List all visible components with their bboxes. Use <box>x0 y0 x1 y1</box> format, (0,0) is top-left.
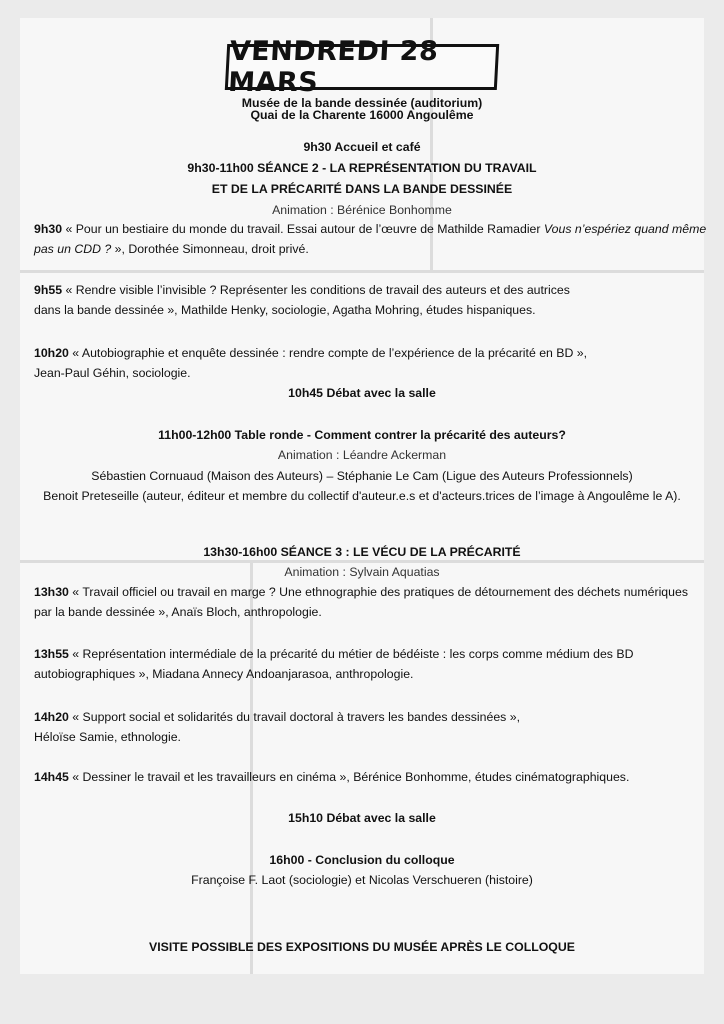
talk-item <box>34 346 587 361</box>
talk-item-cont: par la bande dessinée », Anaïs Bloch, anthropologie. <box>34 605 322 619</box>
debate-line: 10h45 Débat avec la salle <box>288 386 436 400</box>
talk-item <box>34 710 520 725</box>
session-2-moderator: Animation : Bérénice Bonhomme <box>272 203 452 217</box>
venue-address: Quai de la Charente 16000 Angoulême <box>250 108 474 122</box>
debate-line: 15h10 Débat avec la salle <box>288 811 436 825</box>
venue-line: Musée de la bande dessinée (auditorium) <box>241 96 483 110</box>
talk-item <box>34 283 570 298</box>
talk-item <box>34 770 629 785</box>
session-2-title-cont: ET DE LA PRÉCARITÉ DANS LA BANDE DESSINÉE <box>211 182 513 196</box>
talk-time: 9h30 <box>34 222 63 236</box>
talk-text: « Rendre visible l’invisible ? Représenter les conditions de travail des auteurs et des autrices <box>62 283 570 297</box>
roundtable-title: 11h00-12h00 Table ronde - Comment contrer la précarité des auteurs? <box>158 428 566 442</box>
talk-time: 14h20 <box>34 710 69 724</box>
talk-text: « Travail officiel ou travail en marge ? Une ethnographie des pratiques de détournement des déchets numériques <box>68 585 688 599</box>
talk-item <box>34 222 706 237</box>
talk-text: « Dessiner le travail et les travailleurs en cinéma », Bérénice Bonhomme, études cinématographiques. <box>68 770 630 784</box>
talk-text: « Représentation intermédiale de la précarité du métier de bédéiste : les corps comme médium des BD <box>68 647 634 661</box>
talk-text-italic: pas un CDD ? <box>34 242 112 256</box>
talk-text: « Support social et solidarités du travail doctoral à travers les bandes dessinées », <box>68 710 521 724</box>
talk-item-cont: dans la bande dessinée », Mathilde Henky, sociologie, Agatha Mohring, études hispaniques. <box>34 303 536 317</box>
session-2-title: 9h30-11h00 SÉANCE 2 - LA REPRÉSENTATION DU TRAVAIL <box>187 161 537 175</box>
talk-item-cont: Héloïse Samie, ethnologie. <box>34 730 181 744</box>
talk-item-cont: Jean-Paul Géhin, sociologie. <box>34 366 191 380</box>
talk-text-italic: Vous n’espériez quand même <box>543 222 707 236</box>
roundtable-moderator: Animation : Léandre Ackerman <box>277 448 447 462</box>
footer-note: VISITE POSSIBLE DES EXPOSITIONS DU MUSÉE APRÈS LE COLLOQUE <box>149 940 575 954</box>
talk-time: 13h55 <box>34 647 69 661</box>
talk-text: », Dorothée Simonneau, droit privé. <box>111 242 309 256</box>
talk-item <box>34 647 633 662</box>
talk-time: 9h55 <box>34 283 63 297</box>
roundtable-participants-cont: Benoit Preteseille (auteur, éditeur et membre du collectif d'auteur.e.s et d'acteurs.trices de l’image à Angoulême le A). <box>43 489 681 503</box>
conclusion-speakers: Françoise F. Laot (sociologie) et Nicolas Verschueren (histoire) <box>191 873 533 887</box>
roundtable-participants: Sébastien Cornuaud (Maison des Auteurs) – Stéphanie Le Cam (Ligue des Auteurs Professionnels) <box>91 469 633 483</box>
talk-time: 10h20 <box>34 346 69 360</box>
session-3-moderator: Animation : Sylvain Aquatias <box>284 565 440 579</box>
talk-item-cont: autobiographiques », Miadana Annecy Andoanjarasoa, anthropologie. <box>34 667 414 681</box>
talk-time: 14h45 <box>34 770 69 784</box>
talk-item-cont <box>34 242 309 257</box>
talk-text: « Autobiographie et enquête dessinée : rendre compte de l’expérience de la précarité en BD », <box>68 346 588 360</box>
conclusion-title: 16h00 - Conclusion du colloque <box>269 853 455 867</box>
talk-item <box>34 585 688 600</box>
talk-text: « Pour un bestiaire du monde du travail. Essai autour de l’œuvre de Mathilde Ramadier <box>62 222 544 236</box>
page-title: VENDREDI 28 MARS <box>225 44 499 90</box>
welcome-line: 9h30 Accueil et café <box>303 140 421 154</box>
session-3-title: 13h30-16h00 SÉANCE 3 : LE VÉCU DE LA PRÉCARITÉ <box>203 545 521 559</box>
talk-time: 13h30 <box>34 585 69 599</box>
